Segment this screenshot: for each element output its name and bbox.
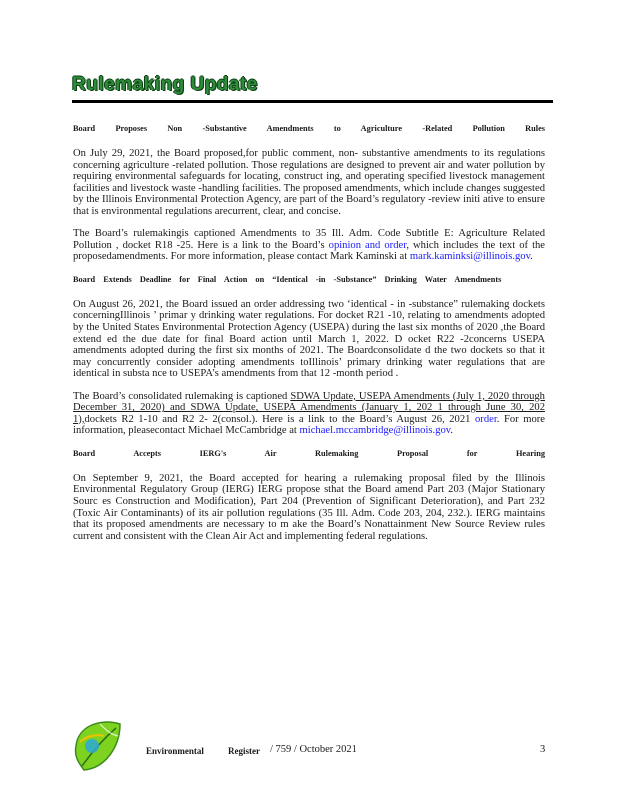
page-content [73,123,545,550]
contact-email-link[interactable]: mark.kaminksi@illinois.gov [409,251,531,263]
page-title: Rulemaking Update [72,74,258,95]
article-paragraph [73,228,545,263]
article-paragraph: On August 26, 2021, the Board issued an order addressing two ‘identical - in -substance” rulemaking dockets concerningIllinois ’ primar y drinking water regulations. For docket R21 -10, relating to amendments adopted by the United States Environmental Protection Agency (USEPA) during the last six months of 2020 ,the Board extend ed the due date for final Board action until March 1, 2022. D ocket R22 -2concerns USEPA amendments adopted during the first six months of 2021. The Boardconsolidate d the two dockets so that it may concurrently consider adopting amendments toIllinois’ primary drinking water regulations that are identical in substa nce to USEPA’s amendments from that 12 -month period . [73,298,545,380]
paragraph-text: dockets R2 1-10 and R2 2- 2(consol.). Here is a link to the Board’s August 26, 2021 [84,413,475,425]
page-number: 3 [540,744,546,755]
article-drinking-water [73,274,545,437]
paragraph-text: The Board’s consolidated rulemaking is captioned [73,390,291,402]
order-link[interactable]: order [475,413,497,425]
paragraph-text: , which includes the text of the proposedamendments. For more information, please contact Mark Kaminski at [73,239,546,263]
article-heading: Board Accepts IERG's Air Rulemaking Proposal for Hearing [73,448,545,458]
opinion-and-order-link[interactable]: opinion and order [328,239,407,251]
footer-register: Register [228,746,260,756]
article-paragraph: On July 29, 2021, the Board proposed,for public comment, non- substantive amendments to its regulations concerning agriculture -related pollution. Those regulations are designed to prevent air and water pollution by requiring environmental safeguards for locating, construct ing, and operating specified livestock management facilities and livestock waste -handling facilities. The proposed amendments, which include changes suggested by the Illinois Environmental Protection Agency, are part of the Board’s regulatory -review initi ative to ensure that is environmental regulations arecurrent, clear, and concise. [73,148,545,217]
footer-publication: Environmental [146,746,204,756]
contact-email-link[interactable]: michael.mccambridge@illinois.gov [299,425,451,437]
article-agriculture [73,123,545,263]
leaf-logo-icon [70,716,126,774]
article-paragraph [73,391,545,437]
footer-issue: / 759 / October 2021 [270,744,357,755]
article-heading: Board Extends Deadline for Final Action on “Identical -in -Substance” Drinking Water Amendments [73,274,502,284]
article-paragraph: On September 9, 2021, the Board accepted for hearing a rulemaking proposal filed by the Illinois Environmental Regulatory Group (IERG) IERG propose sthat the Board amend Part 203 (Major Stationary Sourc es Construction and Modification), Part 204 (Prevention of Significant Deterioration), and Part 232 (Toxic Air Contaminants) of its air pollution regulations (35 Ill. Adm. Code 203, 204, 232.). IERG maintains that its proposed amendments are necessary to m ake the Board’s Nonattainment New Source Review rules current and consistent with the Clean Air Act and implementing federal regulations. [73,472,545,542]
article-heading: Board Proposes Non -Substantive Amendments to Agriculture -Related Pollution Rules [73,124,545,133]
paragraph-text: . For more information, pleasecontact Michael McCambridge at [73,413,545,437]
docket-caption: SDWA Update, USEPA Amendments (July 1, 2020 through December 31, 2020) and SDWA Update, USEPA Amendments (January 1, 202 1 through June 30, 202 1), [73,390,545,425]
paragraph-text: The Board’s rulemakingis captioned Amendments to 35 Ill. Adm. Code Subtitle E: Agriculture Related Pollution , docket R18 -25. Here is a link to the Board’s [73,228,545,251]
paragraph-text: . [530,251,533,263]
page-footer [0,712,618,782]
article-ierg [73,448,545,542]
title-divider [72,100,553,103]
paragraph-text: . [450,425,454,437]
